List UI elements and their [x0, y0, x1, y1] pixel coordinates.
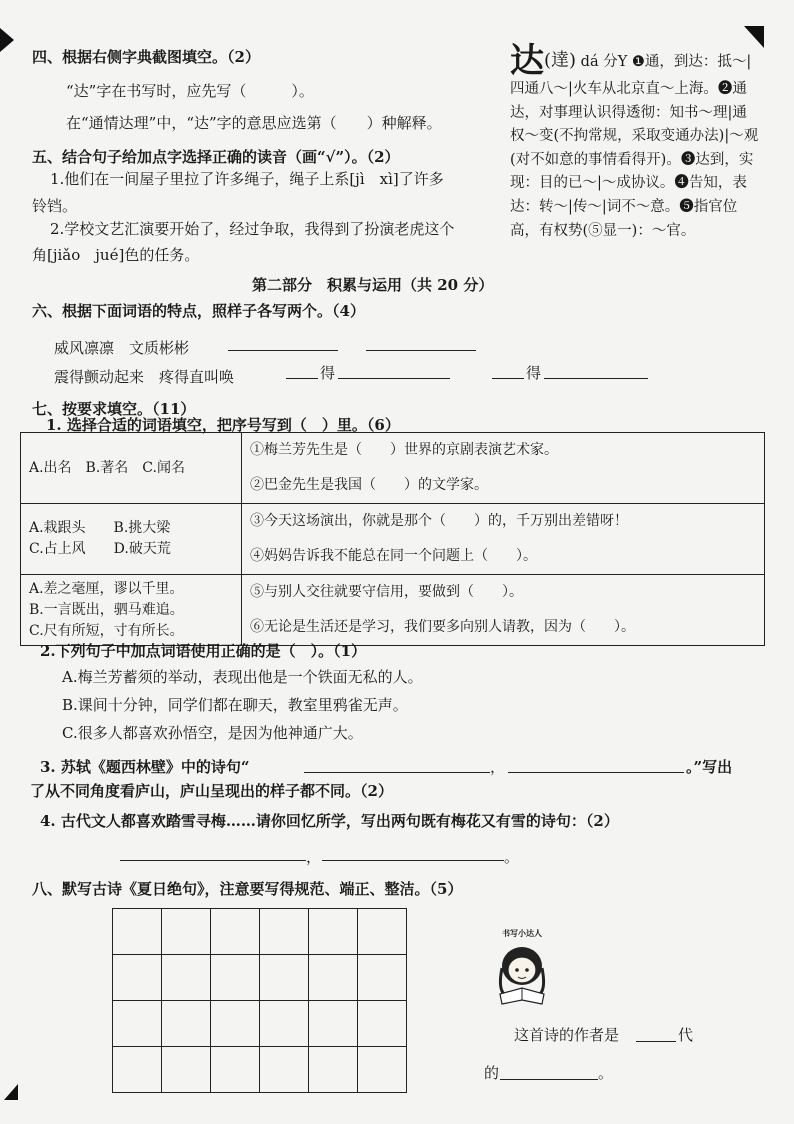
writing-grid[interactable] [112, 908, 407, 1093]
items-group-3 [242, 575, 765, 646]
option-line: B.一言既出，驷马难追。 [29, 601, 184, 618]
option-line: C.占上风 D.破天荒 [29, 541, 171, 557]
grid-cell[interactable] [162, 1047, 211, 1093]
grid-cell[interactable] [211, 909, 260, 955]
dynasty-blank[interactable] [636, 1041, 676, 1042]
grid-cell[interactable] [162, 909, 211, 955]
poem-line-blank-1[interactable] [304, 772, 490, 773]
q7-sub3-end: 。”写出 [686, 758, 733, 776]
q7-sub2-option-b: B.课间十分钟，同学们都在聊天，教室里鸦雀无声。 [62, 696, 408, 714]
grid-cell[interactable] [260, 955, 309, 1001]
q4-title: 四、根据右侧字典截图填空。（2） [32, 48, 260, 66]
q5-sentence2-cont: 角[jiǎo jué]色的任务。 [32, 246, 200, 264]
fill-item-1: ①梅兰芳先生是（ ）世界的京剧表演艺术家。 [250, 442, 558, 458]
q7-sub2-option-c: C.很多人都喜欢孙悟空，是因为他神通广大。 [62, 724, 363, 742]
q6-blank4b[interactable] [544, 378, 648, 379]
corner-mark-bottom-left [4, 1080, 20, 1100]
grid-cell[interactable] [113, 1001, 162, 1047]
q4-line2: 在“通情达理”中，“达”字的意思应选第（ ）种解释。 [66, 114, 442, 132]
author-name-blank[interactable] [500, 1079, 598, 1080]
part2-title: 第二部分 积累与运用（共 20 分） [252, 276, 494, 294]
grid-cell[interactable] [113, 1047, 162, 1093]
q7-sub4-end: 。 [504, 848, 520, 866]
grid-cell[interactable] [309, 909, 358, 955]
q6-blank1[interactable] [228, 350, 338, 351]
grid-cell[interactable] [260, 1047, 309, 1093]
q6-de1: 得 [320, 364, 336, 382]
q7-sub4: 4. 古代文人都喜欢踏雪寻梅……请你回忆所学，写出两句既有梅花又有雪的诗句：（2） [40, 812, 619, 830]
grid-cell[interactable] [358, 1001, 407, 1047]
q5-sentence1: 1.他们在一间屋子里拉了许多绳子，绳子上系[jì xì]了许多 [50, 170, 444, 188]
dictionary-excerpt [510, 41, 760, 243]
q6-de2: 得 [526, 364, 542, 382]
grid-cell[interactable] [260, 909, 309, 955]
q6-example1: 威风凛凛 文质彬彬 [54, 339, 190, 357]
q5-sentence1-cont: 铃铛。 [32, 197, 78, 215]
q6-example2: 震得颤动起来 疼得直叫唤 [54, 368, 235, 386]
q6-blank3b[interactable] [338, 378, 450, 379]
items-group-1 [242, 433, 765, 504]
q7-sub1: 1. 选择合适的词语填空，把序号写到（ ）里。（6） [46, 416, 400, 434]
fill-item-6: ⑥无论是生活还是学习，我们要多向别人请教，因为（ ）。 [250, 619, 635, 635]
dict-definition: dá 分Y ❶通，到达：抵～|四通八～|火车从北京直～上海。❷通达，对事理认识得透彻：知书～理|通权～变(不拘常规，采取变通办法)|～观(对不如意的事情看得开)。❸达到，实现：目的已～|～成协议。❹告知，表达：转～|传～|词不～意。❺指官位高，有权势(⑤显一)：～官。 [510, 54, 759, 239]
q7-sub2: 2.下列句子中加点词语使用正确的是（ ）。（1） [40, 642, 367, 660]
reading-girl-illustration [484, 928, 560, 1006]
grid-cell[interactable] [162, 1001, 211, 1047]
options-group-2 [21, 504, 242, 575]
options-group-3 [21, 575, 242, 646]
option-line: A.栽跟头 B.挑大梁 [29, 520, 171, 536]
items-group-2 [242, 504, 765, 575]
q6-blank2[interactable] [366, 350, 476, 351]
grid-cell[interactable] [211, 1047, 260, 1093]
fill-item-3: ③今天这场演出，你就是那个（ ）的，千万别出差错呀！ [250, 513, 628, 529]
grid-cell[interactable] [211, 1001, 260, 1047]
dict-headword: 达 [510, 41, 544, 81]
grid-cell[interactable] [162, 955, 211, 1001]
q7-sub2-option-a: A.梅兰芳蓄须的举动，表现出他是一个铁面无私的人。 [62, 668, 423, 686]
author-prompt-end: 。 [598, 1064, 614, 1082]
q5-sentence2: 2.学校文艺汇演要开始了，经过争取，我得到了扮演老虎这个 [50, 220, 455, 238]
grid-cell[interactable] [309, 1001, 358, 1047]
grid-cell[interactable] [260, 1001, 309, 1047]
q4-line1: “达”字在书写时，应先写（ ）。 [66, 82, 314, 100]
q7-sub3: 3. 苏轼《题西林壁》中的诗句“ [40, 758, 250, 776]
option-line: A.出名 B.著名 C.闻名 [29, 459, 185, 476]
plum-snow-blank-2[interactable] [322, 860, 504, 861]
q8-title: 八、默写古诗《夏日绝句》，注意要写得规范、端正、整洁。（5） [32, 880, 463, 898]
option-line: C.尺有所短，寸有所长。 [29, 622, 184, 639]
author-prompt: 这首诗的作者是 [514, 1026, 620, 1044]
author-prompt-of: 的 [484, 1064, 500, 1082]
q6-blank4a[interactable] [492, 378, 524, 379]
word-choice-table [20, 432, 765, 646]
corner-mark-top-left [0, 28, 16, 54]
poem-line-blank-2[interactable] [508, 772, 684, 773]
grid-cell[interactable] [211, 955, 260, 1001]
q5-title: 五、结合句子给加点字选择正确的读音（画“√”）。（2） [32, 148, 400, 166]
grid-cell[interactable] [113, 909, 162, 955]
option-line: A.差之毫厘，谬以千里。 [29, 580, 184, 597]
author-prompt-dynasty: 代 [678, 1026, 694, 1044]
girl-drawing-icon [484, 928, 560, 1006]
q6-blank3a[interactable] [286, 378, 318, 379]
grid-cell[interactable] [309, 955, 358, 1001]
dict-traditional: (達) [544, 50, 577, 71]
sticker-label: 书写小达人 [502, 928, 542, 938]
fill-item-4: ④妈妈告诉我不能总在同一个问题上（ ）。 [250, 548, 537, 564]
q7-sub4-comma: ， [306, 848, 322, 866]
grid-cell[interactable] [358, 955, 407, 1001]
options-group-1 [21, 433, 242, 504]
fill-item-2: ②巴金先生是我国（ ）的文学家。 [250, 477, 488, 493]
q7-title: 七、按要求填空。（11） [32, 400, 196, 418]
grid-cell[interactable] [358, 909, 407, 955]
grid-cell[interactable] [113, 955, 162, 1001]
q7-sub3-comma: ， [490, 758, 506, 776]
fill-item-5: ⑤与别人交往就要守信用，要做到（ ）。 [250, 584, 523, 600]
q7-sub3-cont: 了从不同角度看庐山，庐山呈现出的样子都不同。（2） [30, 782, 393, 800]
plum-snow-blank-1[interactable] [120, 860, 306, 861]
grid-cell[interactable] [309, 1047, 358, 1093]
q6-title: 六、根据下面词语的特点，照样子各写两个。（4） [32, 302, 365, 320]
grid-cell[interactable] [358, 1047, 407, 1093]
